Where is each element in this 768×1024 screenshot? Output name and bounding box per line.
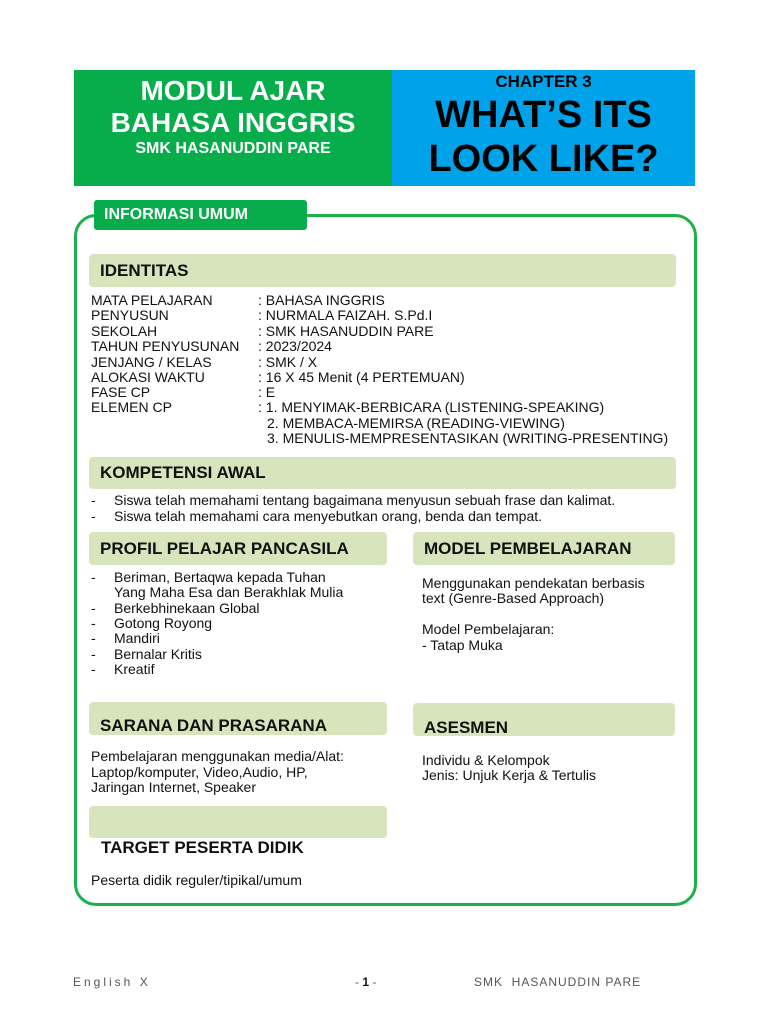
list-item: Siswa telah memahami tentang bagaimana menyusun sebuah frase dan kalimat. <box>114 492 616 508</box>
value-jenjang: : SMK / X <box>258 354 318 370</box>
informasi-umum-tab: INFORMASI UMUM <box>94 200 307 230</box>
footer-subject: English X <box>73 975 151 989</box>
asesmen-heading: ASESMEN <box>413 703 675 736</box>
model-heading: MODEL PEMBELAJARAN <box>413 532 675 565</box>
value-elemen-1: : 1. MENYIMAK-BERBICARA (LISTENING-SPEAKING) <box>258 399 605 415</box>
value-sekolah: : SMK HASANUDDIN PARE <box>258 323 434 339</box>
sarana-heading: SARANA DAN PRASARANA <box>89 702 387 735</box>
target-line1: Peserta didik reguler/tipikal/umum <box>91 872 302 888</box>
bullet-dash: - <box>91 615 96 631</box>
page-prefix: - <box>355 975 363 989</box>
page-number: 1 <box>362 975 370 989</box>
list-item: Siswa telah memahami cara menyebutkan orang, benda dan tempat. <box>114 508 543 524</box>
bullet-dash: - <box>91 646 96 662</box>
chapter-title-line1: WHAT’S ITS <box>435 94 652 136</box>
value-alokasi: : 16 X 45 Menit (4 PERTEMUAN) <box>258 369 465 385</box>
target-heading: TARGET PESERTA DIDIK <box>101 838 304 857</box>
label-jenjang: JENJANG / KELAS <box>91 354 212 370</box>
list-item: Kreatif <box>114 661 155 677</box>
label-mata-pelajaran: MATA PELAJARAN <box>91 292 213 308</box>
label-fase: FASE CP <box>91 384 151 400</box>
label-alokasi: ALOKASI WAKTU <box>91 369 205 385</box>
value-mata-pelajaran: : BAHASA INGGRIS <box>258 292 385 308</box>
model-line2: text (Genre-Based Approach) <box>422 590 605 606</box>
bullet-dash: - <box>91 492 96 508</box>
footer-page <box>355 975 376 989</box>
profil-heading: PROFIL PELAJAR PANCASILA <box>89 532 387 565</box>
model-line1: Menggunakan pendekatan berbasis <box>422 575 645 591</box>
model-line4: - Tatap Muka <box>422 637 503 653</box>
value-penyusun: : NURMALA FAIZAH. S.Pd.I <box>258 307 433 323</box>
label-elemen: ELEMEN CP <box>91 399 172 415</box>
list-item: Mandiri <box>114 630 160 646</box>
subject-title: BAHASA INGGRIS <box>110 107 356 138</box>
bullet-dash: - <box>91 508 96 524</box>
bullet-dash: - <box>91 600 96 616</box>
header-left-banner <box>74 70 392 186</box>
sarana-line2: Laptop/komputer, Video,Audio, HP, <box>91 764 308 780</box>
list-item-continued: Yang Maha Esa dan Berakhlak Mulia <box>114 584 344 600</box>
chapter-label: CHAPTER 3 <box>495 72 592 91</box>
chapter-title-line2: LOOK LIKE? <box>428 138 659 180</box>
label-sekolah: SEKOLAH <box>91 323 158 339</box>
asesmen-line1: Individu & Kelompok <box>422 752 550 768</box>
bullet-dash: - <box>91 661 96 677</box>
value-fase: : E <box>258 384 276 400</box>
label-penyusun: PENYUSUN <box>91 307 169 323</box>
list-item: Gotong Royong <box>114 615 213 631</box>
label-tahun: TAHUN PENYUSUNAN <box>91 338 240 354</box>
target-heading-bar <box>89 806 387 838</box>
model-line3: Model Pembelajaran: <box>422 621 555 637</box>
footer-school: SMK HASANUDDIN PARE <box>474 975 642 989</box>
page-suffix: - <box>369 975 377 989</box>
header-right-banner <box>392 70 695 186</box>
module-title: MODUL AJAR <box>140 75 326 106</box>
list-item: Bernalar Kritis <box>114 646 202 662</box>
school-name: SMK HASANUDDIN PARE <box>135 140 331 157</box>
list-item: Berkebhinekaan Global <box>114 600 260 616</box>
asesmen-line2: Jenis: Unjuk Kerja & Tertulis <box>422 767 597 783</box>
identitas-heading: IDENTITAS <box>89 254 676 287</box>
bullet-dash: - <box>91 569 96 585</box>
kompetensi-heading: KOMPETENSI AWAL <box>89 457 676 489</box>
value-elemen-2: 2. MEMBACA-MEMIRSA (READING-VIEWING) <box>267 415 565 431</box>
sarana-line3: Jaringan Internet, Speaker <box>91 779 256 795</box>
bullet-dash: - <box>91 630 96 646</box>
value-elemen-3: 3. MENULIS-MEMPRESENTASIKAN (WRITING-PRESENTING) <box>267 430 669 446</box>
sarana-line1: Pembelajaran menggunakan media/Alat: <box>91 748 344 764</box>
list-item: Beriman, Bertaqwa kepada Tuhan <box>114 569 326 585</box>
value-tahun: : 2023/2024 <box>258 338 332 354</box>
